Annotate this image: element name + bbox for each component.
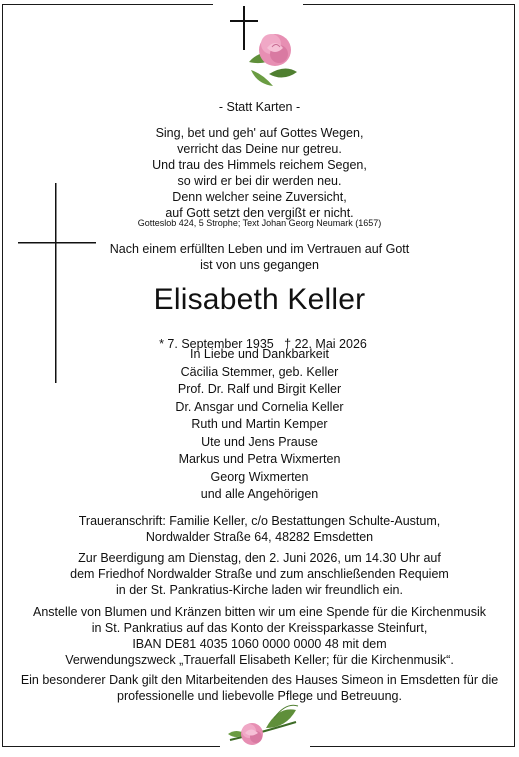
deceased-dates-text: * 7. September 1935 † 22. Mai 2026 xyxy=(159,337,367,351)
donation-line: Verwendungszweck „Trauerfall Elisabeth Keller; für die Kirchenmusik“. xyxy=(65,653,454,667)
poem-source-text: Gotteslob 424, 5 Strophe; Text Johan Georg Neumark (1657) xyxy=(137,218,382,228)
poem-line: auf Gott setzt den vergißt er nicht. xyxy=(165,206,354,220)
thanks-line: Ein besonderer Dank gilt den Mitarbeitenden des Hauses Simeon in Emsdetten für die xyxy=(20,673,499,687)
intro-line: Nach einem erfüllten Leben und im Vertrauen auf Gott xyxy=(109,242,410,256)
poem-line: Sing, bet und geh' auf Gottes Wegen, xyxy=(155,126,364,140)
mourner-line: und alle Angehörigen xyxy=(200,487,319,501)
mourner-line: Ute und Jens Prause xyxy=(201,434,318,449)
poem-line: verricht das Deine nur getreu. xyxy=(177,142,342,156)
mourner-line: Prof. Dr. Ralf und Birgit Keller xyxy=(177,382,342,396)
mourner-line: Georg Wixmerten xyxy=(210,469,309,484)
address-line: Traueranschrift: Familie Keller, c/o Bestattungen Schulte-Austum, xyxy=(78,514,441,528)
poem-line: Und trau des Himmels reichem Segen, xyxy=(152,158,367,172)
mourners-list xyxy=(0,346,519,504)
funeral-line: in der St. Pankratius-Kirche laden wir freundlich ein. xyxy=(116,583,403,597)
mourner-line: Ruth und Martin Kemper xyxy=(191,417,328,431)
address-line: Nordwalder Straße 64, 48282 Emsdetten xyxy=(145,530,374,544)
pink-rose-icon xyxy=(226,700,302,752)
deceased-name xyxy=(0,283,519,317)
deceased-name-text: Elisabeth Keller xyxy=(153,283,366,316)
funeral-line: Zur Beerdigung am Dienstag, den 2. Juni 2026, um 14.30 Uhr auf xyxy=(78,551,441,565)
funeral-info xyxy=(0,550,519,598)
poem-source xyxy=(0,217,519,229)
donation-line: Anstelle von Blumen und Kränzen bitten wir um eine Spende für die Kirchenmusik xyxy=(32,605,487,619)
mourner-line: In Liebe und Dankbarkeit xyxy=(190,347,329,361)
donation-info xyxy=(0,604,519,668)
poem-line: so wird er bei dir werden neu. xyxy=(177,174,342,188)
mourner-line: Markus und Petra Wixmerten xyxy=(178,452,341,466)
donation-line: IBAN DE81 4035 1060 0000 0000 48 mit dem xyxy=(132,637,387,651)
statt-karten-text: - Statt Karten - xyxy=(218,100,301,114)
poem-line: Denn welcher seine Zuversicht, xyxy=(172,190,347,204)
intro xyxy=(0,241,519,273)
poem xyxy=(0,125,519,221)
mourning-address xyxy=(0,513,519,545)
intro-line: ist von uns gegangen xyxy=(200,258,319,272)
mourner-line: Dr. Ansgar und Cornelia Keller xyxy=(175,399,344,414)
funeral-line: dem Friedhof Nordwalder Straße und zum anschließenden Requiem xyxy=(70,567,449,581)
cross-with-pink-rose-icon xyxy=(217,0,299,90)
mourner-line: Cäcilia Stemmer, geb. Keller xyxy=(180,364,339,379)
donation-line: in St. Pankratius auf das Konto der Kreissparkasse Steinfurt, xyxy=(91,621,428,635)
thanks-line: professionelle und liebevolle Pflege und Betreuung. xyxy=(117,689,402,703)
statt-karten xyxy=(0,99,519,115)
